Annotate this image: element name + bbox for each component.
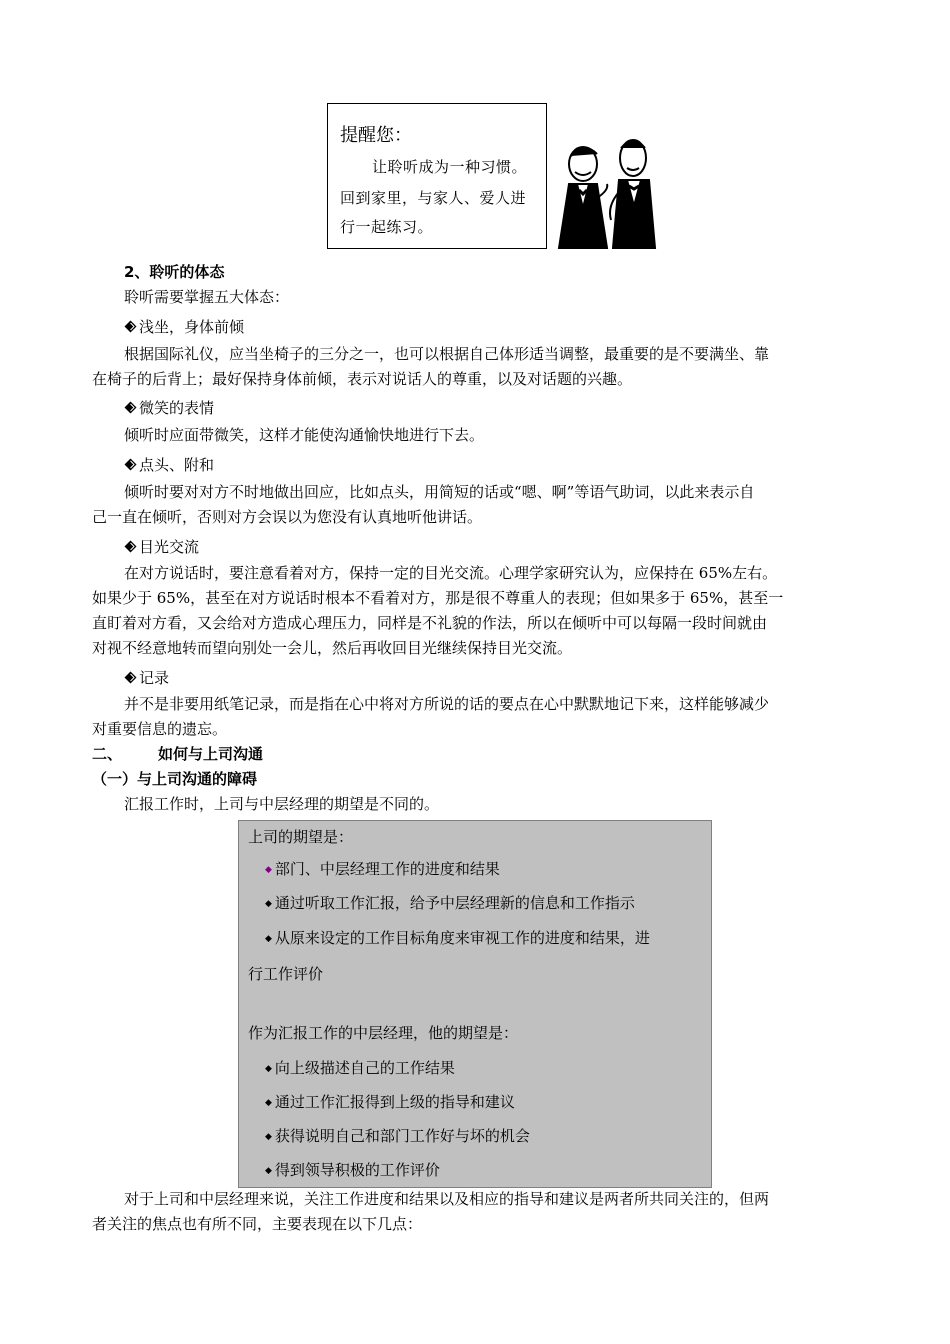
sub-heading: （一）与上司沟通的障碍 — [92, 770, 258, 788]
manager-expectation-item: ◆ 获得说明自己和部门工作好与坏的机会 — [265, 1127, 530, 1145]
diamond-bullet-icon: ◆ — [265, 1132, 272, 1142]
part-number: 二、 — [92, 745, 123, 763]
paragraph-line: 对于上司和中层经理来说，关注工作进度和结果以及相应的指导和建议是两者所共同关注的，但两 — [124, 1190, 770, 1208]
posture-item-label: 浅坐，身体前倾 — [139, 318, 245, 336]
posture-item-title — [124, 455, 214, 475]
reminder-line: 回到家里，与家人、爱人进 — [340, 189, 527, 207]
posture-item-label: 微笑的表情 — [139, 399, 215, 417]
diamond-bullet-icon — [124, 320, 137, 333]
diamond-bullet-icon: ◆ — [265, 865, 272, 875]
boss-expectation-label: 上司的期望是： — [248, 828, 354, 846]
paragraph-line: 如果少于 65%，甚至在对方说话时根本不看着对方，那是很不尊重人的表现；但如果多于 65%，甚至一 — [92, 589, 784, 607]
boss-expectation-item: ◆ 从原来设定的工作目标角度来审视工作的进度和结果，进 — [265, 929, 650, 947]
paragraph-line: 倾听时应面带微笑，这样才能使沟通愉快地进行下去。 — [124, 426, 485, 444]
two-gentlemen-cartoon-icon — [545, 128, 670, 253]
paragraph-line: 在椅子的后背上；最好保持身体前倾，表示对说话人的尊重，以及对话题的兴趣。 — [92, 370, 633, 388]
paragraph-line: 对视不经意地转而望向别处一会儿，然后再收回目光继续保持目光交流。 — [92, 639, 573, 657]
manager-expectation-item: ◆ 通过工作汇报得到上级的指导和建议 — [265, 1093, 515, 1111]
diamond-bullet-icon: ◆ — [265, 934, 272, 944]
posture-item-label: 记录 — [139, 669, 170, 687]
reminder-title: 提醒您： — [340, 125, 412, 146]
paragraph-line: 己一直在倾听，否则对方会误以为您没有认真地听他讲话。 — [92, 508, 483, 526]
manager-expectation-item: ◆ 向上级描述自己的工作结果 — [265, 1059, 455, 1077]
diamond-bullet-icon — [124, 671, 137, 684]
paragraph-line: 直盯着对方看，又会给对方造成心理压力，同样是不礼貌的作法，所以在倾听中可以每隔一段时间就由 — [92, 614, 768, 632]
paragraph-line: 在对方说话时，要注意看着对方，保持一定的目光交流。心理学家研究认为，应保持在 65%左右。 — [124, 564, 778, 582]
part-intro: 汇报工作时，上司与中层经理的期望是不同的。 — [124, 795, 440, 813]
reminder-line: 行一起练习。 — [340, 218, 434, 236]
posture-item-label: 目光交流 — [139, 538, 200, 556]
diamond-bullet-icon: ◆ — [265, 1098, 272, 1108]
paragraph-line: 并不是非要用纸笔记录，而是指在心中将对方所说的话的要点在心中默默地记下来，这样能够减少 — [124, 695, 770, 713]
posture-item-title — [124, 317, 244, 337]
diamond-bullet-icon — [124, 458, 137, 471]
diamond-bullet-icon: ◆ — [265, 1064, 272, 1074]
expectation-box — [238, 820, 712, 1188]
diamond-bullet-icon: ◆ — [265, 1166, 272, 1176]
boss-expectation-item: ◆ 部门、中层经理工作的进度和结果 — [265, 860, 500, 878]
reminder-line: 让聆听成为一种习惯。 — [372, 158, 528, 176]
reminder-box — [327, 103, 547, 249]
paragraph-line: 对重要信息的遗忘。 — [92, 720, 228, 738]
posture-item-title — [124, 537, 199, 557]
paragraph-line: 者关注的焦点也有所不同，主要表现在以下几点： — [92, 1215, 423, 1233]
boss-expectation-continuation: 行工作评价 — [248, 965, 324, 983]
posture-item-label: 点头、附和 — [139, 456, 215, 474]
manager-expectation-label: 作为汇报工作的中层经理，他的期望是： — [248, 1024, 519, 1042]
diamond-bullet-icon — [124, 401, 137, 414]
manager-expectation-item: ◆ 得到领导积极的工作评价 — [265, 1161, 440, 1179]
section-heading: 2、聆听的体态 — [124, 263, 225, 281]
posture-item-title — [124, 398, 214, 418]
diamond-bullet-icon: ◆ — [265, 899, 272, 909]
diamond-bullet-icon — [124, 540, 137, 553]
paragraph-line: 倾听时要对对方不时地做出回应，比如点头，用简短的话或“嗯、啊”等语气助词，以此来表示自 — [124, 483, 755, 501]
paragraph-line: 根据国际礼仪，应当坐椅子的三分之一，也可以根据自己体形适当调整，最重要的是不要满坐、靠 — [124, 345, 770, 363]
section-intro: 聆听需要掌握五大体态： — [124, 288, 290, 306]
boss-expectation-item: ◆ 通过听取工作汇报，给予中层经理新的信息和工作指示 — [265, 894, 635, 912]
posture-item-title — [124, 668, 169, 688]
part-title: 如何与上司沟通 — [158, 745, 264, 763]
